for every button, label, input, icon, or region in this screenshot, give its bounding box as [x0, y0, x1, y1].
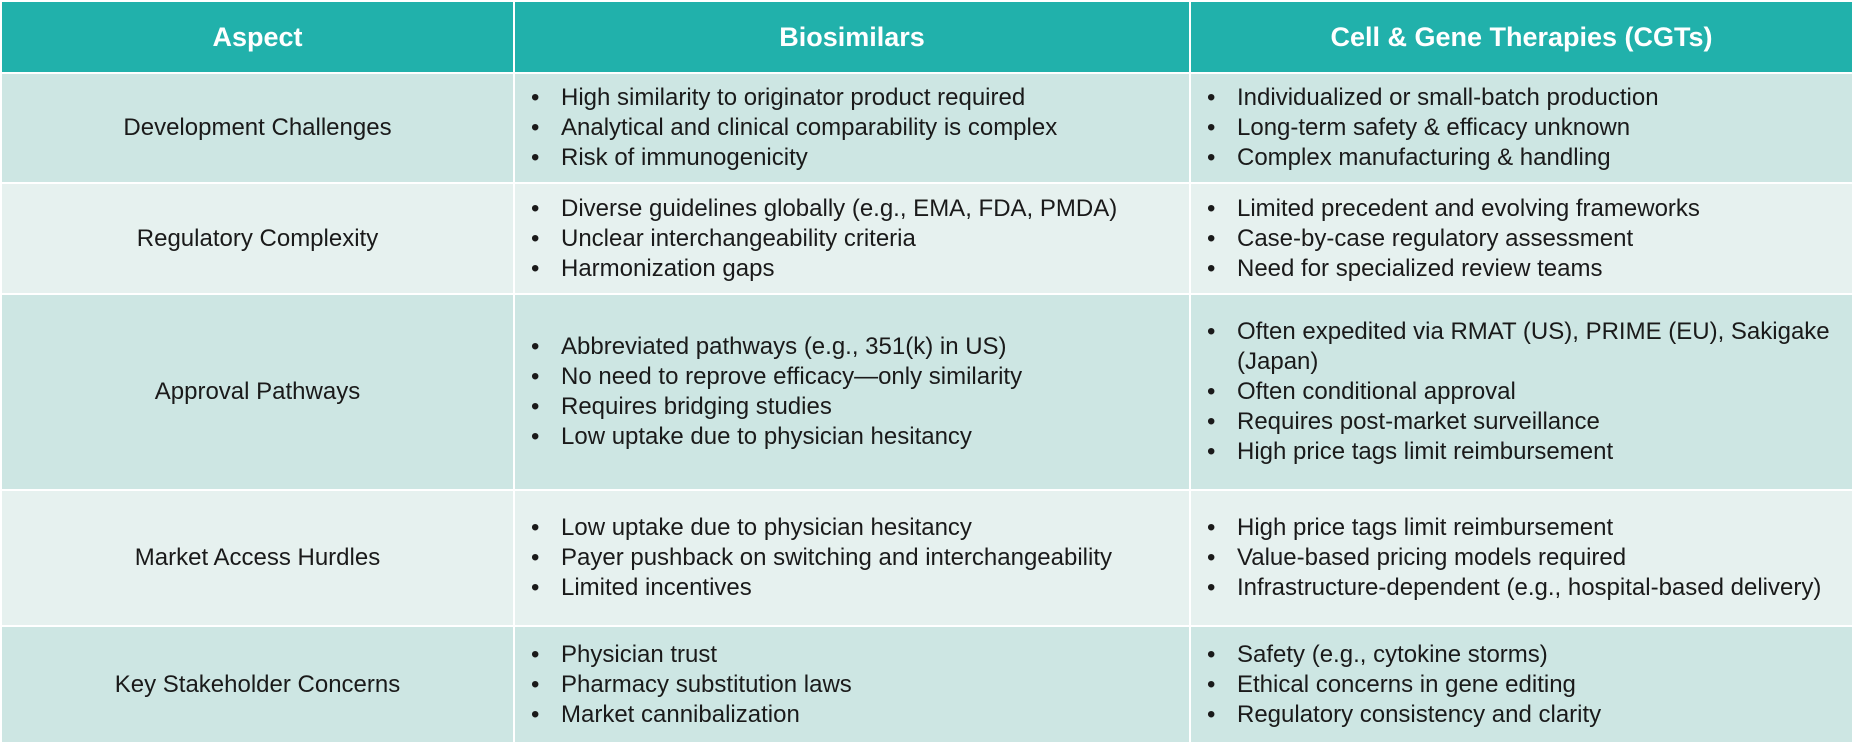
list-item: • Physician trust — [531, 640, 852, 670]
list-item: • Low uptake due to physician hesitancy — [531, 513, 1112, 543]
list-item: • Requires bridging studies — [531, 392, 1022, 422]
aspect-cell: Development Challenges — [2, 74, 513, 182]
biosimilars-cell — [515, 491, 1189, 625]
list-item: • Low uptake due to physician hesitancy — [531, 422, 1022, 452]
header-aspect: Aspect — [2, 2, 513, 72]
cgts-cell — [1191, 184, 1852, 293]
bullet-list — [515, 83, 1057, 173]
list-item: • No need to reprove efficacy—only similarity — [531, 362, 1022, 392]
bullet-list — [1191, 513, 1821, 603]
list-item: • Payer pushback on switching and interchangeability — [531, 543, 1112, 573]
list-item: • Regulatory consistency and clarity — [1207, 700, 1601, 730]
list-item: • Often expedited via RMAT (US), PRIME (EU), Sakigake (Japan) — [1207, 317, 1852, 377]
list-item: • Value-based pricing models required — [1207, 543, 1821, 573]
list-item: • Safety (e.g., cytokine storms) — [1207, 640, 1601, 670]
cgts-cell — [1191, 74, 1852, 182]
list-item: • Limited incentives — [531, 573, 1112, 603]
header-cgts: Cell & Gene Therapies (CGTs) — [1191, 2, 1852, 72]
bullet-list — [515, 513, 1112, 603]
list-item: • Infrastructure-dependent (e.g., hospital-based delivery) — [1207, 573, 1821, 603]
comparison-table — [2, 2, 1852, 742]
list-item: • Abbreviated pathways (e.g., 351(k) in US) — [531, 332, 1022, 362]
list-item: • Complex manufacturing & handling — [1207, 143, 1659, 173]
list-item: • Analytical and clinical comparability is complex — [531, 113, 1057, 143]
list-item: • Pharmacy substitution laws — [531, 670, 852, 700]
list-item: • Often conditional approval — [1207, 377, 1852, 407]
header-biosimilars: Biosimilars — [515, 2, 1189, 72]
list-item: • High price tags limit reimbursement — [1207, 513, 1821, 543]
biosimilars-cell — [515, 627, 1189, 742]
biosimilars-cell — [515, 184, 1189, 293]
bullet-list — [1191, 640, 1601, 730]
bullet-list — [515, 194, 1117, 284]
list-item: • Long-term safety & efficacy unknown — [1207, 113, 1659, 143]
bullet-list — [515, 640, 852, 730]
aspect-cell: Market Access Hurdles — [2, 491, 513, 625]
list-item: • Case-by-case regulatory assessment — [1207, 224, 1700, 254]
list-item: • Individualized or small-batch production — [1207, 83, 1659, 113]
list-item: • Harmonization gaps — [531, 254, 1117, 284]
list-item: • Risk of immunogenicity — [531, 143, 1057, 173]
bullet-list — [1191, 83, 1659, 173]
aspect-cell: Key Stakeholder Concerns — [2, 627, 513, 742]
biosimilars-cell — [515, 295, 1189, 489]
list-item: • High price tags limit reimbursement — [1207, 437, 1852, 467]
biosimilars-cell — [515, 74, 1189, 182]
bullet-list — [1191, 317, 1852, 467]
list-item: • Market cannibalization — [531, 700, 852, 730]
cgts-cell — [1191, 491, 1852, 625]
cgts-cell — [1191, 627, 1852, 742]
aspect-cell: Regulatory Complexity — [2, 184, 513, 293]
bullet-list — [1191, 194, 1700, 284]
list-item: • Ethical concerns in gene editing — [1207, 670, 1601, 700]
bullet-list — [515, 332, 1022, 452]
cgts-cell — [1191, 295, 1852, 489]
list-item: • Requires post-market surveillance — [1207, 407, 1852, 437]
list-item: • High similarity to originator product required — [531, 83, 1057, 113]
list-item: • Need for specialized review teams — [1207, 254, 1700, 284]
list-item: • Diverse guidelines globally (e.g., EMA, FDA, PMDA) — [531, 194, 1117, 224]
aspect-cell: Approval Pathways — [2, 295, 513, 489]
list-item: • Limited precedent and evolving frameworks — [1207, 194, 1700, 224]
list-item: • Unclear interchangeability criteria — [531, 224, 1117, 254]
